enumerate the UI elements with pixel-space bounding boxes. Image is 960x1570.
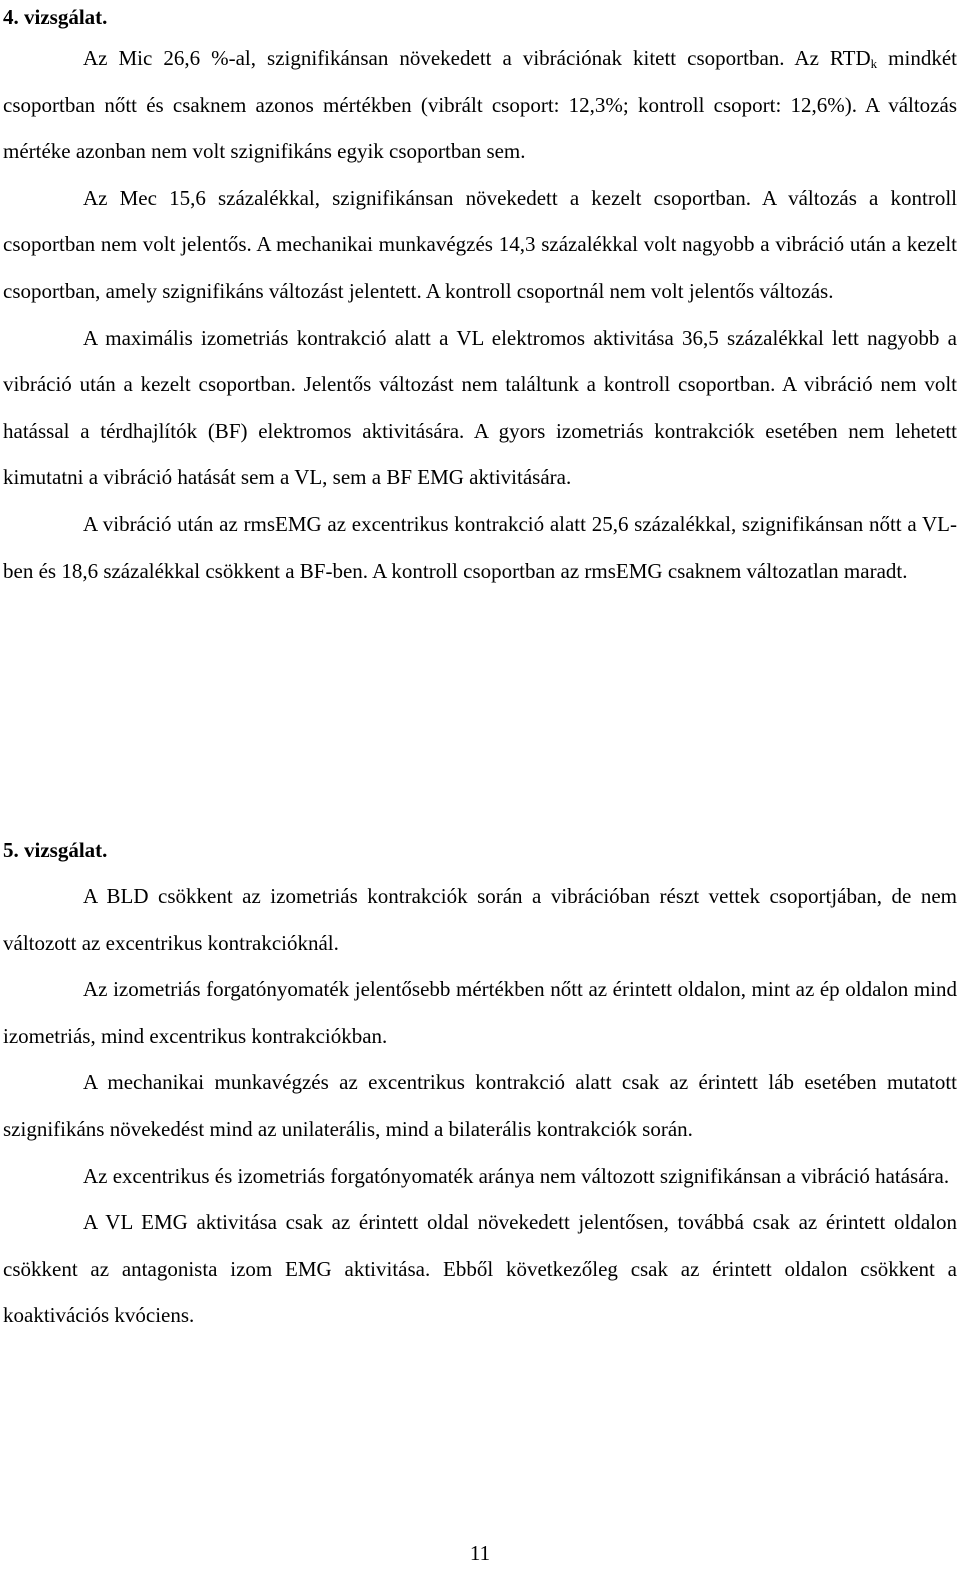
- section-5-paragraph-1: A BLD csökkent az izometriás kontrakciók során a vibrációban részt vettek csoportjában, de nem változott az excentrikus kontrakcióknál.: [3, 884, 957, 955]
- section-5-paragraph-5: A VL EMG aktivitása csak az érintett oldal növekedett jelentősen, továbbá csak az érintett oldalon csökkent az antagonista izom EMG aktivitása. Ebből következőleg csak az érintett oldalon csökkent a koaktivációs kvóciens.: [3, 1210, 957, 1328]
- section-5-body: [3, 873, 957, 1339]
- section-4-paragraph-1: [3, 35, 957, 175]
- section-5-paragraph-3: A mechanikai munkavégzés az excentrikus kontrakció alatt csak az érintett láb esetében mutatott szignifikáns növekedést mind az unilaterális, mind a bilaterális kontrakciók során.: [3, 1070, 957, 1141]
- section-5-heading: 5. vizsgálat.: [3, 838, 108, 862]
- section-4-body: [3, 35, 957, 594]
- section-4-heading: 4. vizsgálat.: [3, 5, 108, 29]
- page-number: 11: [469, 1541, 491, 1565]
- section-5-paragraph-2: Az izometriás forgatónyomaték jelentősebb mértékben nőtt az érintett oldalon, mint az ép oldalon mind izometriás, mind excentrikus kontrakciókban.: [3, 977, 957, 1048]
- paragraph-text: Az Mic 26,6 %-al, szignifikánsan növekedett a vibrációnak kitett csoportban. Az RTD: [83, 46, 871, 70]
- subscript: k: [870, 56, 878, 71]
- section-4-paragraph-2: Az Mec 15,6 százalékkal, szignifikánsan növekedett a kezelt csoportban. A változás a kontroll csoportban nem volt jelentős. A mechanikai munkavégzés 14,3 százalékkal volt nagyobb a vibráció után a kezelt csoportban, amely szignifikáns változást jelentett. A kontroll csoportnál nem volt jelentős változás.: [3, 185, 957, 303]
- paragraph-text: mindkét csoportban nőtt és csaknem azonos mértékben (vibrált csoport: 12,3%; kontroll csoport: 12,6%). A változás mértéke azonban nem volt szignifikáns egyik csoportban sem.: [3, 46, 957, 164]
- section-4-paragraph-4: A vibráció után az rmsEMG az excentrikus kontrakció alatt 25,6 százalékkal, szignifikánsan nőtt a VL-ben és 18,6 százalékkal csökkent a BF-ben. A kontroll csoportban az rmsEMG csaknem változatlan maradt.: [3, 511, 957, 583]
- section-4-paragraph-3: A maximális izometriás kontrakció alatt a VL elektromos aktivitása 36,5 százalékkal lett nagyobb a vibráció után a kezelt csoportban. Jelentős változást nem találtunk a kontroll csoportban. A vibráció nem volt hatással a térdhajlítók (BF) elektromos aktivitására. A gyors izometriás kontrakciók esetében nem lehetett kimutatni a vibráció hatását sem a VL, sem a BF EMG aktivitására.: [3, 325, 957, 490]
- section-5-paragraph-4: Az excentrikus és izometriás forgatónyomaték aránya nem változott szignifikánsan a vibráció hatására.: [83, 1163, 950, 1188]
